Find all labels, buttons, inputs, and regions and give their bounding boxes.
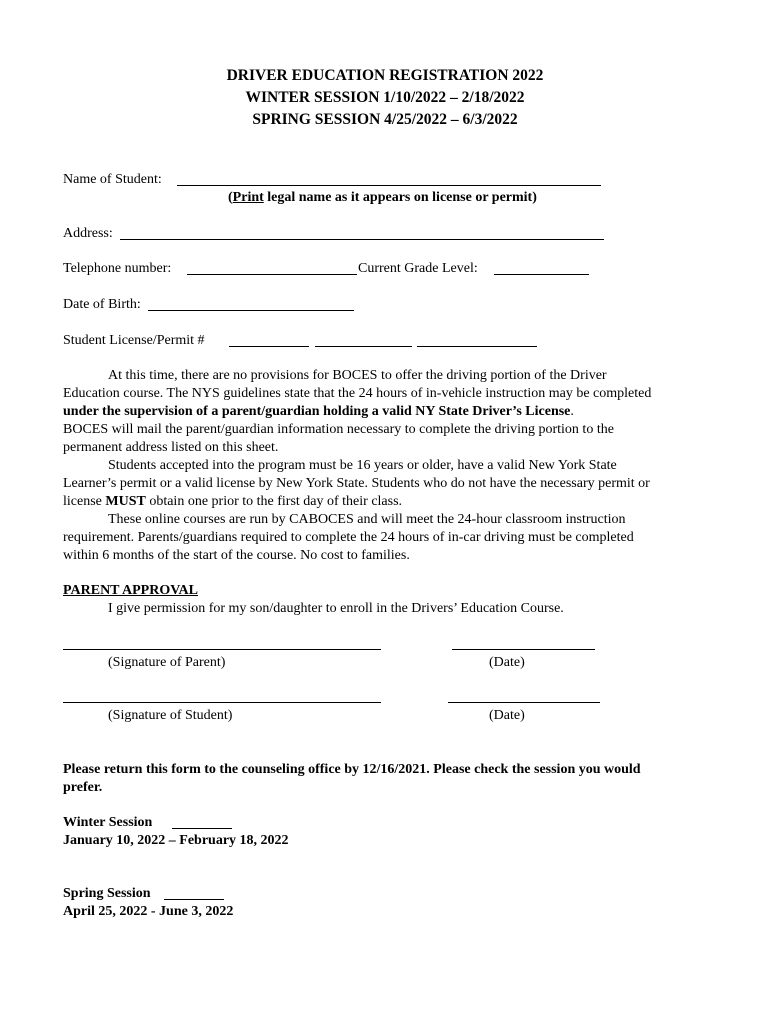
telephone-line[interactable]: [187, 274, 357, 275]
parent-date-label: (Date): [489, 655, 525, 670]
p2-line-2: Learner’s permit or a valid license by New York State. Students who do not have the necessary permit or: [63, 476, 650, 491]
parent-date-line[interactable]: [452, 649, 595, 650]
permit-line-2[interactable]: [315, 346, 412, 347]
return-note-line-1: Please return this form to the counseling office by 12/16/2021. Please check the session you would: [63, 762, 641, 777]
p3-line-2: requirement. Parents/guardians required to complete the 24 hours of in-car driving must be completed: [63, 530, 634, 545]
student-signature-line[interactable]: [63, 702, 381, 703]
permission-statement: I give permission for my son/daughter to enroll in the Drivers’ Education Course.: [108, 601, 564, 616]
telephone-label: Telephone number:: [63, 261, 172, 276]
form-title: DRIVER EDUCATION REGISTRATION 2022: [226, 67, 544, 84]
permit-line-1[interactable]: [229, 346, 309, 347]
grade-level-line[interactable]: [494, 274, 589, 275]
p1-line-1: At this time, there are no provisions for BOCES to offer the driving portion of the Driver: [108, 368, 607, 383]
grade-level-label: Current Grade Level:: [358, 261, 478, 276]
parent-approval-heading: PARENT APPROVAL: [63, 583, 198, 598]
spring-session-label: Spring Session: [63, 886, 151, 901]
p1-line-2: Education course. The NYS guidelines state that the 24 hours of in-vehicle instruction may be completed: [63, 386, 652, 401]
p2-line-3: license MUST obtain one prior to the first day of their class.: [63, 494, 403, 509]
address-line[interactable]: [120, 239, 604, 240]
return-note-line-2: prefer.: [63, 780, 103, 795]
dob-label: Date of Birth:: [63, 297, 141, 312]
winter-session-check-line[interactable]: [172, 828, 232, 829]
p1-line-5: permanent address listed on this sheet.: [63, 440, 279, 455]
permit-label: Student License/Permit #: [63, 333, 205, 348]
student-date-line[interactable]: [448, 702, 600, 703]
p1-line-4: BOCES will mail the parent/guardian information necessary to complete the driving portion to the: [63, 422, 614, 437]
winter-session-heading: WINTER SESSION 1/10/2022 – 2/18/2022: [245, 89, 525, 106]
winter-session-dates: January 10, 2022 – February 18, 2022: [63, 833, 289, 848]
parent-signature-line[interactable]: [63, 649, 381, 650]
student-name-hint: (Print legal name as it appears on license or permit): [228, 190, 537, 205]
student-date-label: (Date): [489, 708, 525, 723]
student-name-line[interactable]: [177, 185, 601, 186]
parent-signature-label: (Signature of Parent): [108, 655, 226, 670]
spring-session-heading: SPRING SESSION 4/25/2022 – 6/3/2022: [252, 111, 518, 128]
spring-session-check-line[interactable]: [164, 899, 224, 900]
student-signature-label: (Signature of Student): [108, 708, 233, 723]
address-label: Address:: [63, 226, 113, 241]
spring-session-dates: April 25, 2022 - June 3, 2022: [63, 904, 234, 919]
p2-line-1: Students accepted into the program must be 16 years or older, have a valid New York State: [108, 458, 617, 473]
p3-line-3: within 6 months of the start of the course. No cost to families.: [63, 548, 410, 563]
student-name-label: Name of Student:: [63, 172, 162, 187]
dob-line[interactable]: [148, 310, 354, 311]
winter-session-label: Winter Session: [63, 815, 153, 830]
permit-line-3[interactable]: [417, 346, 537, 347]
p1-line-3: under the supervision of a parent/guardian holding a valid NY State Driver’s License.: [63, 404, 574, 419]
p3-line-1: These online courses are run by CABOCES and will meet the 24-hour classroom instruction: [108, 512, 626, 527]
student-name-row: [63, 171, 162, 189]
